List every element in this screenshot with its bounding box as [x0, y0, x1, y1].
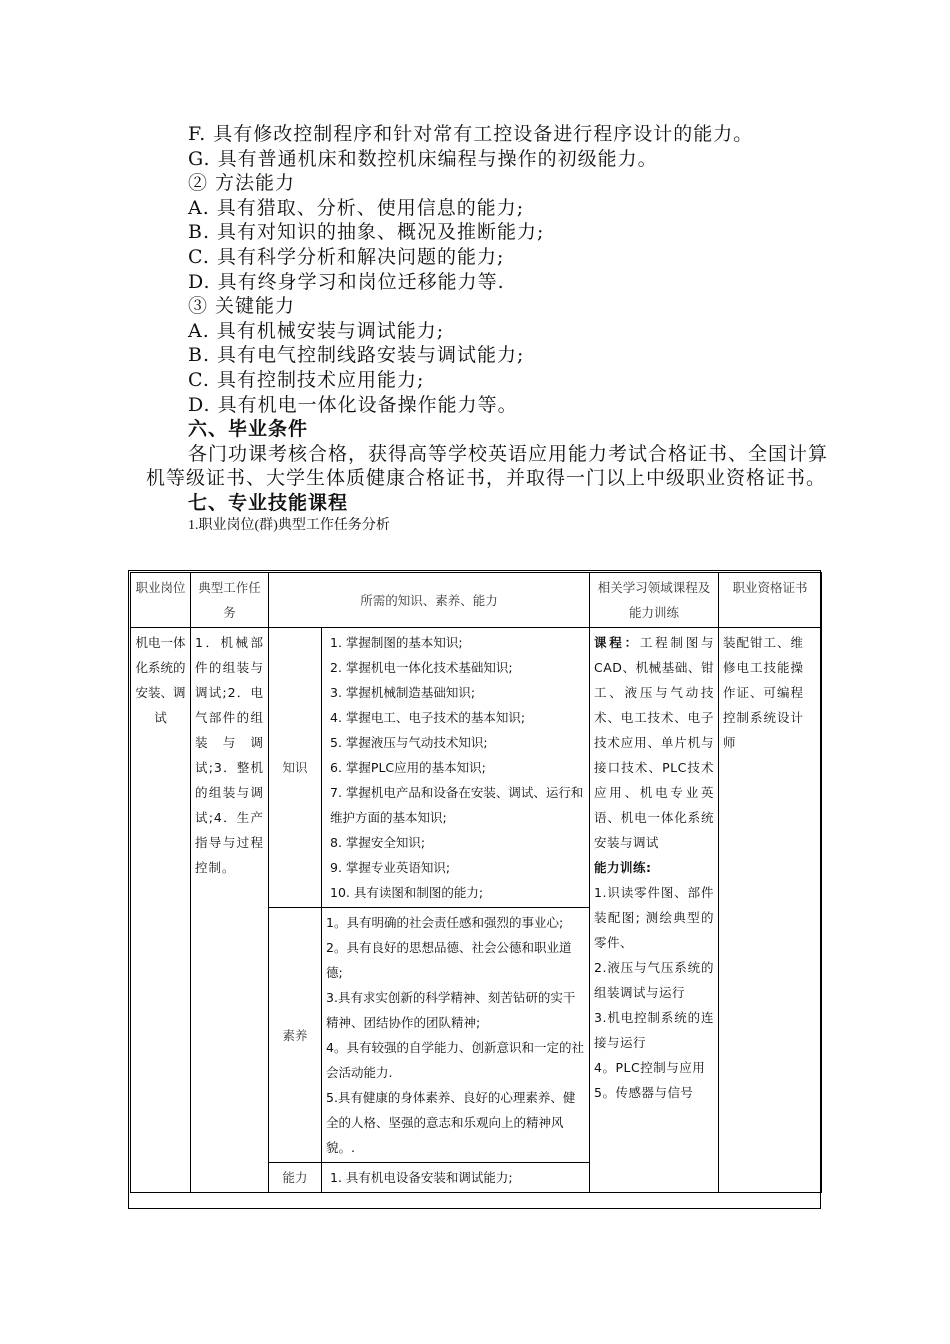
cell-quality	[322, 908, 590, 1163]
cell-course	[590, 628, 719, 1193]
text-line: G. 具有普通机床和数控机床编程与操作的初级能力。	[188, 147, 658, 170]
table-row-knowledge	[131, 628, 822, 908]
knowledge-item: 1. 掌握制图的基本知识;	[330, 635, 463, 650]
subheading-key: ③ 关键能力	[188, 295, 296, 318]
category-knowledge: 知识	[269, 628, 322, 908]
knowledge-item: 4. 掌握电工、电子技术的基本知识;	[330, 710, 526, 725]
text-line: A. 具有猎取、分析、使用信息的能力;	[188, 196, 525, 219]
section-heading-7: 七、专业技能课程	[188, 491, 349, 514]
text-line: D. 具有机电一体化设备操作能力等。	[188, 393, 518, 416]
text-line: C. 具有科学分析和解决问题的能力;	[188, 245, 505, 268]
course-label: 课程：	[594, 635, 640, 650]
training-label: 能力训练:	[594, 860, 652, 875]
knowledge-item: 6. 掌握PLC应用的基本知识;	[330, 760, 486, 775]
task-analysis-table	[130, 572, 822, 1193]
table-header-row	[131, 573, 822, 628]
section-heading-6: 六、毕业条件	[188, 418, 309, 441]
header-requirements: 所需的知识、素养、能力	[269, 573, 590, 628]
quality-item: 1。具有明确的社会责任感和强烈的事业心;	[326, 915, 564, 930]
header-post: 职业岗位	[131, 573, 191, 628]
text-line: C. 具有控制技术应用能力;	[188, 368, 425, 391]
cell-knowledge	[322, 628, 590, 908]
table-caption: 1.职业岗位(群)典型工作任务分析	[188, 517, 390, 533]
training-item: 5。传感器与信号	[594, 1085, 694, 1100]
header-cert: 职业资格证书	[719, 573, 822, 628]
course-text: 工程制图与CAD、机械基础、钳工、液压与气动技术、电工技术、电子技术应用、单片机与接口技术、PLC技术应用、机电专业英语、机电一体化系统安装与调试	[594, 635, 715, 850]
text-line: B. 具有对知识的抽象、概况及推断能力;	[188, 221, 545, 244]
cell-ability	[322, 1163, 590, 1193]
text-line: B. 具有电气控制线路安装与调试能力;	[188, 344, 525, 367]
graduation-paragraph: 各门功课考核合格，获得高等学校英语应用能力考试合格证书、全国计算机等级证书、大学生体质健康合格证书，并取得一门以上中级职业资格证书。	[146, 442, 829, 490]
training-item: 2.液压与气压系统的组装调试与运行	[594, 960, 715, 1000]
header-course: 相关学习领域课程及能力训练	[590, 573, 719, 628]
category-quality: 素养	[269, 908, 322, 1163]
quality-item: 2。具有良好的思想品德、社会公德和职业道德;	[326, 940, 572, 980]
cell-post: 机电一体化系统的安装、调试	[131, 628, 191, 1193]
subheading-method: ② 方法能力	[188, 172, 296, 195]
category-ability: 能力	[269, 1163, 322, 1193]
text-line: F. 具有修改控制程序和针对常有工控设备进行程序设计的能力。	[188, 123, 754, 145]
knowledge-item: 7. 掌握机电产品和设备在安装、调试、运行和维护方面的基本知识;	[330, 785, 584, 825]
text-line: D. 具有终身学习和岗位迁移能力等.	[188, 270, 505, 293]
knowledge-item: 8. 掌握安全知识;	[330, 835, 426, 850]
cell-cert: 装配钳工、维修电工技能操作证、可编程控制系统设计师	[719, 628, 822, 1193]
knowledge-item: 5. 掌握液压与气动技术知识;	[330, 735, 488, 750]
training-item: 3.机电控制系统的连接与运行	[594, 1010, 715, 1050]
text-line: A. 具有机械安装与调试能力;	[188, 319, 445, 342]
training-item: 1.识读零件图、部件装配图; 测绘典型的零件、	[594, 885, 715, 950]
knowledge-item: 2. 掌握机电一体化技术基础知识;	[330, 660, 513, 675]
training-item: 4。PLC控制与应用	[594, 1060, 706, 1075]
quality-item: 4。具有较强的自学能力、创新意识和一定的社会活动能力.	[326, 1040, 584, 1080]
knowledge-item: 10. 具有读图和制图的能力;	[330, 885, 484, 900]
ability-item: 1. 具有机电设备安装和调试能力;	[330, 1170, 513, 1185]
knowledge-item: 9. 掌握专业英语知识;	[330, 860, 451, 875]
knowledge-item: 3. 掌握机械制造基础知识;	[330, 685, 476, 700]
quality-item: 3.具有求实创新的科学精神、刻苦钻研的实干精神、团结协作的团队精神;	[326, 990, 576, 1030]
cell-tasks: 1．机械部件的组装与调试;2．电气部件的组装与调试;3．整机的组装与调试;4．生产指导与过程控制。	[191, 628, 269, 1193]
body-text	[146, 122, 836, 536]
header-task: 典型工作任务	[191, 573, 269, 628]
quality-item: 5.具有健康的身体素养、良好的心理素养、健全的人格、坚强的意志和乐观向上的精神风貌。.	[326, 1090, 576, 1155]
